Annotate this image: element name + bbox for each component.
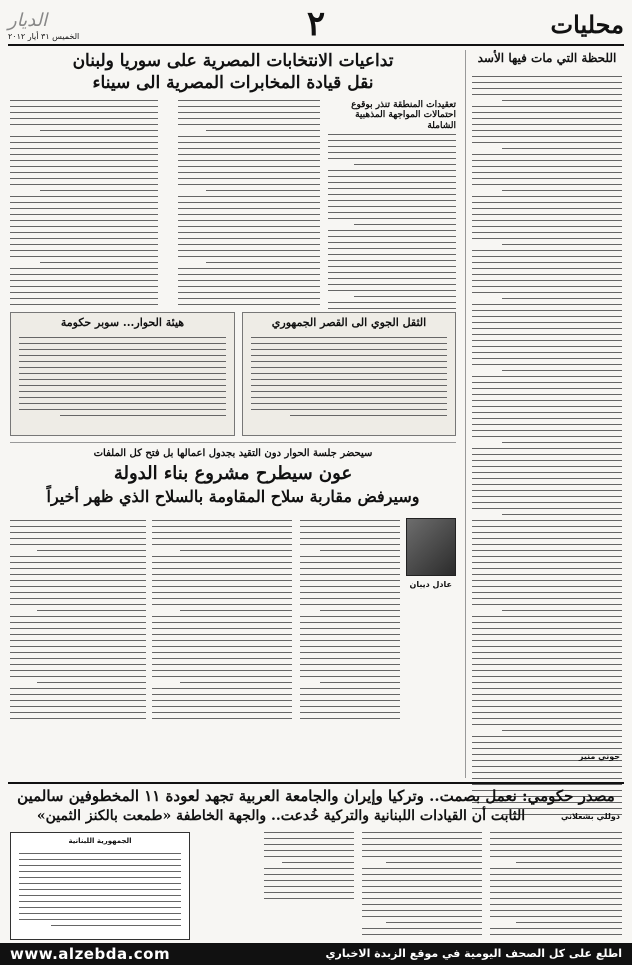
headline-sinai: نقل قيادة المخابرات المصرية الى سيناء: [92, 73, 374, 93]
bottom-byline: دوللي بشعلاني: [560, 812, 620, 821]
aoun-kicker: سيحضر جلسة الحوار دون التقيد بجدول اعمالها بل فتح كل الملفات: [93, 448, 373, 459]
story-col-1: [328, 134, 456, 314]
masthead: [8, 6, 624, 46]
box-dialogue: [10, 312, 235, 436]
newspaper-logo: الديار: [8, 10, 48, 31]
section-title: محليات: [550, 10, 624, 39]
government-notice-ad: [10, 832, 190, 940]
bottom-headline-2: الثابت أن القيادات اللبنانية والتركية خُدعت.. والجهة الخاطفة «طمعت بالكنز الثمين»: [36, 808, 526, 824]
bottom-rule: [8, 782, 624, 784]
bottom-col-3: [264, 832, 354, 904]
bottom-headline: مصدر حكومي: نعمل بصمت.. وتركيا وإيران والجامعة العربية تجهد لعودة ١١ المخطوفين سالمين: [17, 787, 615, 805]
column-rule: [465, 50, 466, 778]
box-dialogue-title: هيئة الحوار... سوبر حكومة: [60, 316, 185, 329]
subhead-sectarian: تعقيدات المنطقة تنذر بوقوع احتمالات المواجهة المذهبية الشاملة: [351, 100, 456, 131]
issue-date: الخميس ٣١ أيار ٢٠١٢: [8, 32, 80, 41]
bottom-col-2: [362, 832, 482, 940]
box-dialogue-text: [19, 337, 226, 421]
box-presidential-palace-title: الثقل الجوي الى القصر الجمهوري: [271, 316, 427, 329]
headline-egypt: تداعيات الانتخابات المصرية على سوريا ولبنان: [72, 51, 394, 71]
page-number: ٢: [306, 4, 326, 44]
aoun-col-3: [10, 520, 146, 724]
footer-url[interactable]: www.alzebda.com: [10, 945, 171, 963]
aoun-col-1: [300, 520, 400, 724]
bottom-col-1: [490, 832, 622, 940]
left-column-byline: جوني منير: [578, 752, 620, 761]
left-column-kicker: اللحظة التي مات فيها الأسد: [477, 51, 617, 65]
section-rule: [10, 442, 456, 443]
aoun-byline: عادل ديبان: [409, 580, 452, 589]
box-presidential-palace: [242, 312, 456, 436]
author-photo: [406, 518, 456, 576]
story-col-3: [10, 100, 158, 310]
ad-title: الجمهورية اللبنانية: [68, 837, 132, 845]
ad-text: [19, 853, 181, 931]
story-col-2: [178, 100, 320, 310]
left-column-text: [472, 76, 622, 820]
footer-tagline: اطلع على كل الصحف اليومية في موقع الزبدة الاخباري: [325, 947, 622, 960]
aoun-headline-2: وسيرفض مقاربة سلاح المقاومة بالسلاح الذي ظهر أخيراً: [46, 487, 420, 506]
aoun-headline: عون سيطرح مشروع بناء الدولة: [113, 463, 353, 484]
aoun-col-2: [152, 520, 292, 724]
footer-bar: [0, 943, 632, 965]
box-presidential-palace-text: [251, 337, 447, 421]
